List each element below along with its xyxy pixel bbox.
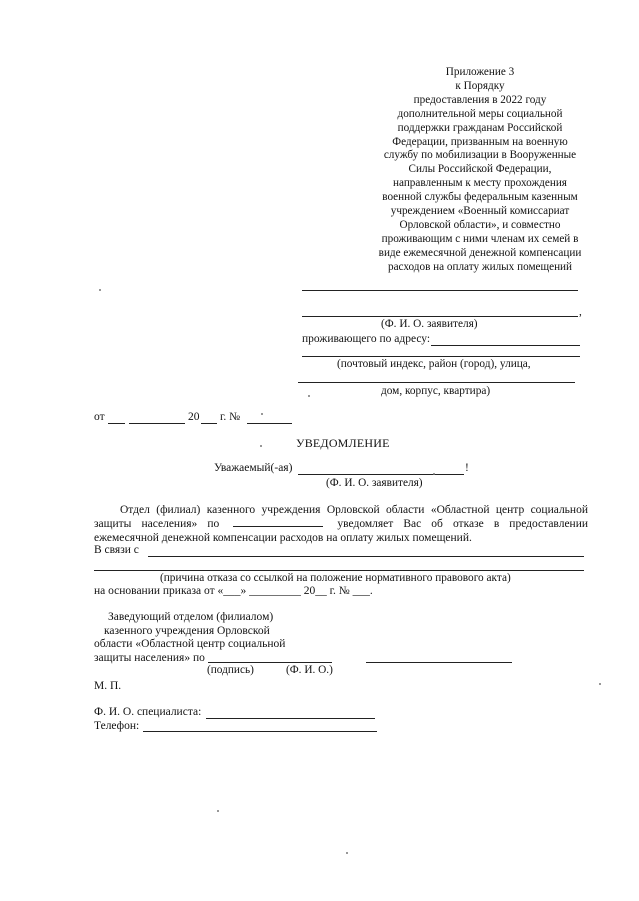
scan-speck xyxy=(346,852,348,854)
scan-speck xyxy=(217,810,219,812)
paragraph-part-1: Отдел (филиал) казенного учреждения Орловской области «Областной центр социальной защиты населения» по xyxy=(94,504,588,531)
applicant-fio-caption: (Ф. И. О. заявителя) xyxy=(381,318,478,330)
paragraph-part-2: уведомляет Вас об отказе в предоставлении ежемесячной денежной компенсации расходов на оплату жилых помещений. xyxy=(94,518,589,544)
applicant-line-1 xyxy=(302,290,578,291)
fio-caption: (Ф. И. О.) xyxy=(286,664,333,676)
notice-paragraph xyxy=(94,504,588,545)
signature-line-1: Заведующий отделом (филиалом) xyxy=(108,611,274,623)
house-caption: дом, корпус, квартира) xyxy=(381,385,491,397)
sign-caption: (подпись) xyxy=(207,664,254,676)
ref-year-line xyxy=(201,423,217,424)
scan-speck xyxy=(261,413,263,415)
signature-fio-blank xyxy=(366,662,512,663)
postal-caption: (почтовый индекс, район (город), улица, xyxy=(337,358,531,370)
greeting-caption: (Ф. И. О. заявителя) xyxy=(326,477,423,489)
signature-position xyxy=(94,611,285,665)
greeting-exclamation: ! xyxy=(465,462,469,474)
appendix-line: направленным к месту прохождения xyxy=(393,177,567,190)
appendix-line: расходов на оплату жилых помещений xyxy=(387,260,573,273)
ref-number-line xyxy=(247,423,292,424)
signature-line-blank xyxy=(208,662,332,663)
phone-line xyxy=(143,731,377,732)
address-label: проживающего по адресу: xyxy=(302,333,431,345)
ref-day-line xyxy=(108,423,125,424)
notice-title: УВЕДОМЛЕНИЕ xyxy=(296,436,390,450)
specialist-fio-line xyxy=(206,718,375,719)
applicant-comma: , xyxy=(579,306,582,318)
reason-label: В связи с xyxy=(94,544,139,556)
appendix-line: Орловской области», и совместно xyxy=(399,218,561,231)
specialist-fio-label: Ф. И. О. специалиста: xyxy=(94,706,202,718)
appendix-line: к Порядку xyxy=(455,79,505,92)
ref-year-prefix: 20 xyxy=(188,411,200,423)
appendix-line: дополнительной меры социальной xyxy=(397,107,563,120)
applicant-line-2 xyxy=(302,316,578,317)
reason-line-2 xyxy=(94,570,584,571)
appendix-line: поддержки гражданам Российской xyxy=(397,121,563,134)
appendix-line: Силы Российской Федерации, xyxy=(408,163,552,176)
signature-line-4: защиты населения» по xyxy=(94,651,205,664)
scan-speck xyxy=(599,683,601,685)
appendix-line: службу по мобилизации в Вооруженные xyxy=(383,149,577,162)
reason-line-1 xyxy=(148,556,584,557)
paragraph-district-blank xyxy=(233,517,323,527)
appendix-line: учреждением «Военный комиссариат xyxy=(390,205,570,218)
ref-month-line xyxy=(129,423,185,424)
signature-line-3: области «Областной центр социальной xyxy=(94,638,286,650)
greeting-name-line xyxy=(298,474,464,475)
greeting-label: Уважаемый(-ая) xyxy=(214,462,293,474)
phone-label: Телефон: xyxy=(94,720,140,732)
ref-number-label: г. № xyxy=(220,411,241,423)
scan-speck xyxy=(99,289,101,291)
address-line-1 xyxy=(431,345,580,346)
scan-speck xyxy=(260,445,262,447)
scan-speck xyxy=(433,473,435,475)
appendix-line: Федерации, призванным на военную xyxy=(392,135,568,148)
address-line-3 xyxy=(298,382,575,383)
basis-text: на основании приказа от «___» _________ 20__ г. № ___. xyxy=(94,585,373,597)
appendix-line: виде ежемесячной денежной компенсации xyxy=(378,246,582,259)
signature-line-2: казенного учреждения Орловской xyxy=(104,624,270,637)
ref-from-label: от xyxy=(94,411,105,423)
appendix-line: военной службы федеральным казенным xyxy=(382,191,578,204)
appendix-block xyxy=(360,66,600,275)
appendix-line: Приложение 3 xyxy=(445,66,515,78)
scan-speck xyxy=(308,395,310,397)
appendix-line: проживающим с ними членам их семей в xyxy=(381,232,579,245)
reason-caption: (причина отказа со ссылкой на положение нормативного правового акта) xyxy=(160,572,511,584)
address-line-2 xyxy=(302,356,580,357)
appendix-line: предоставления в 2022 году xyxy=(413,93,547,106)
stamp-label: М. П. xyxy=(94,680,122,692)
